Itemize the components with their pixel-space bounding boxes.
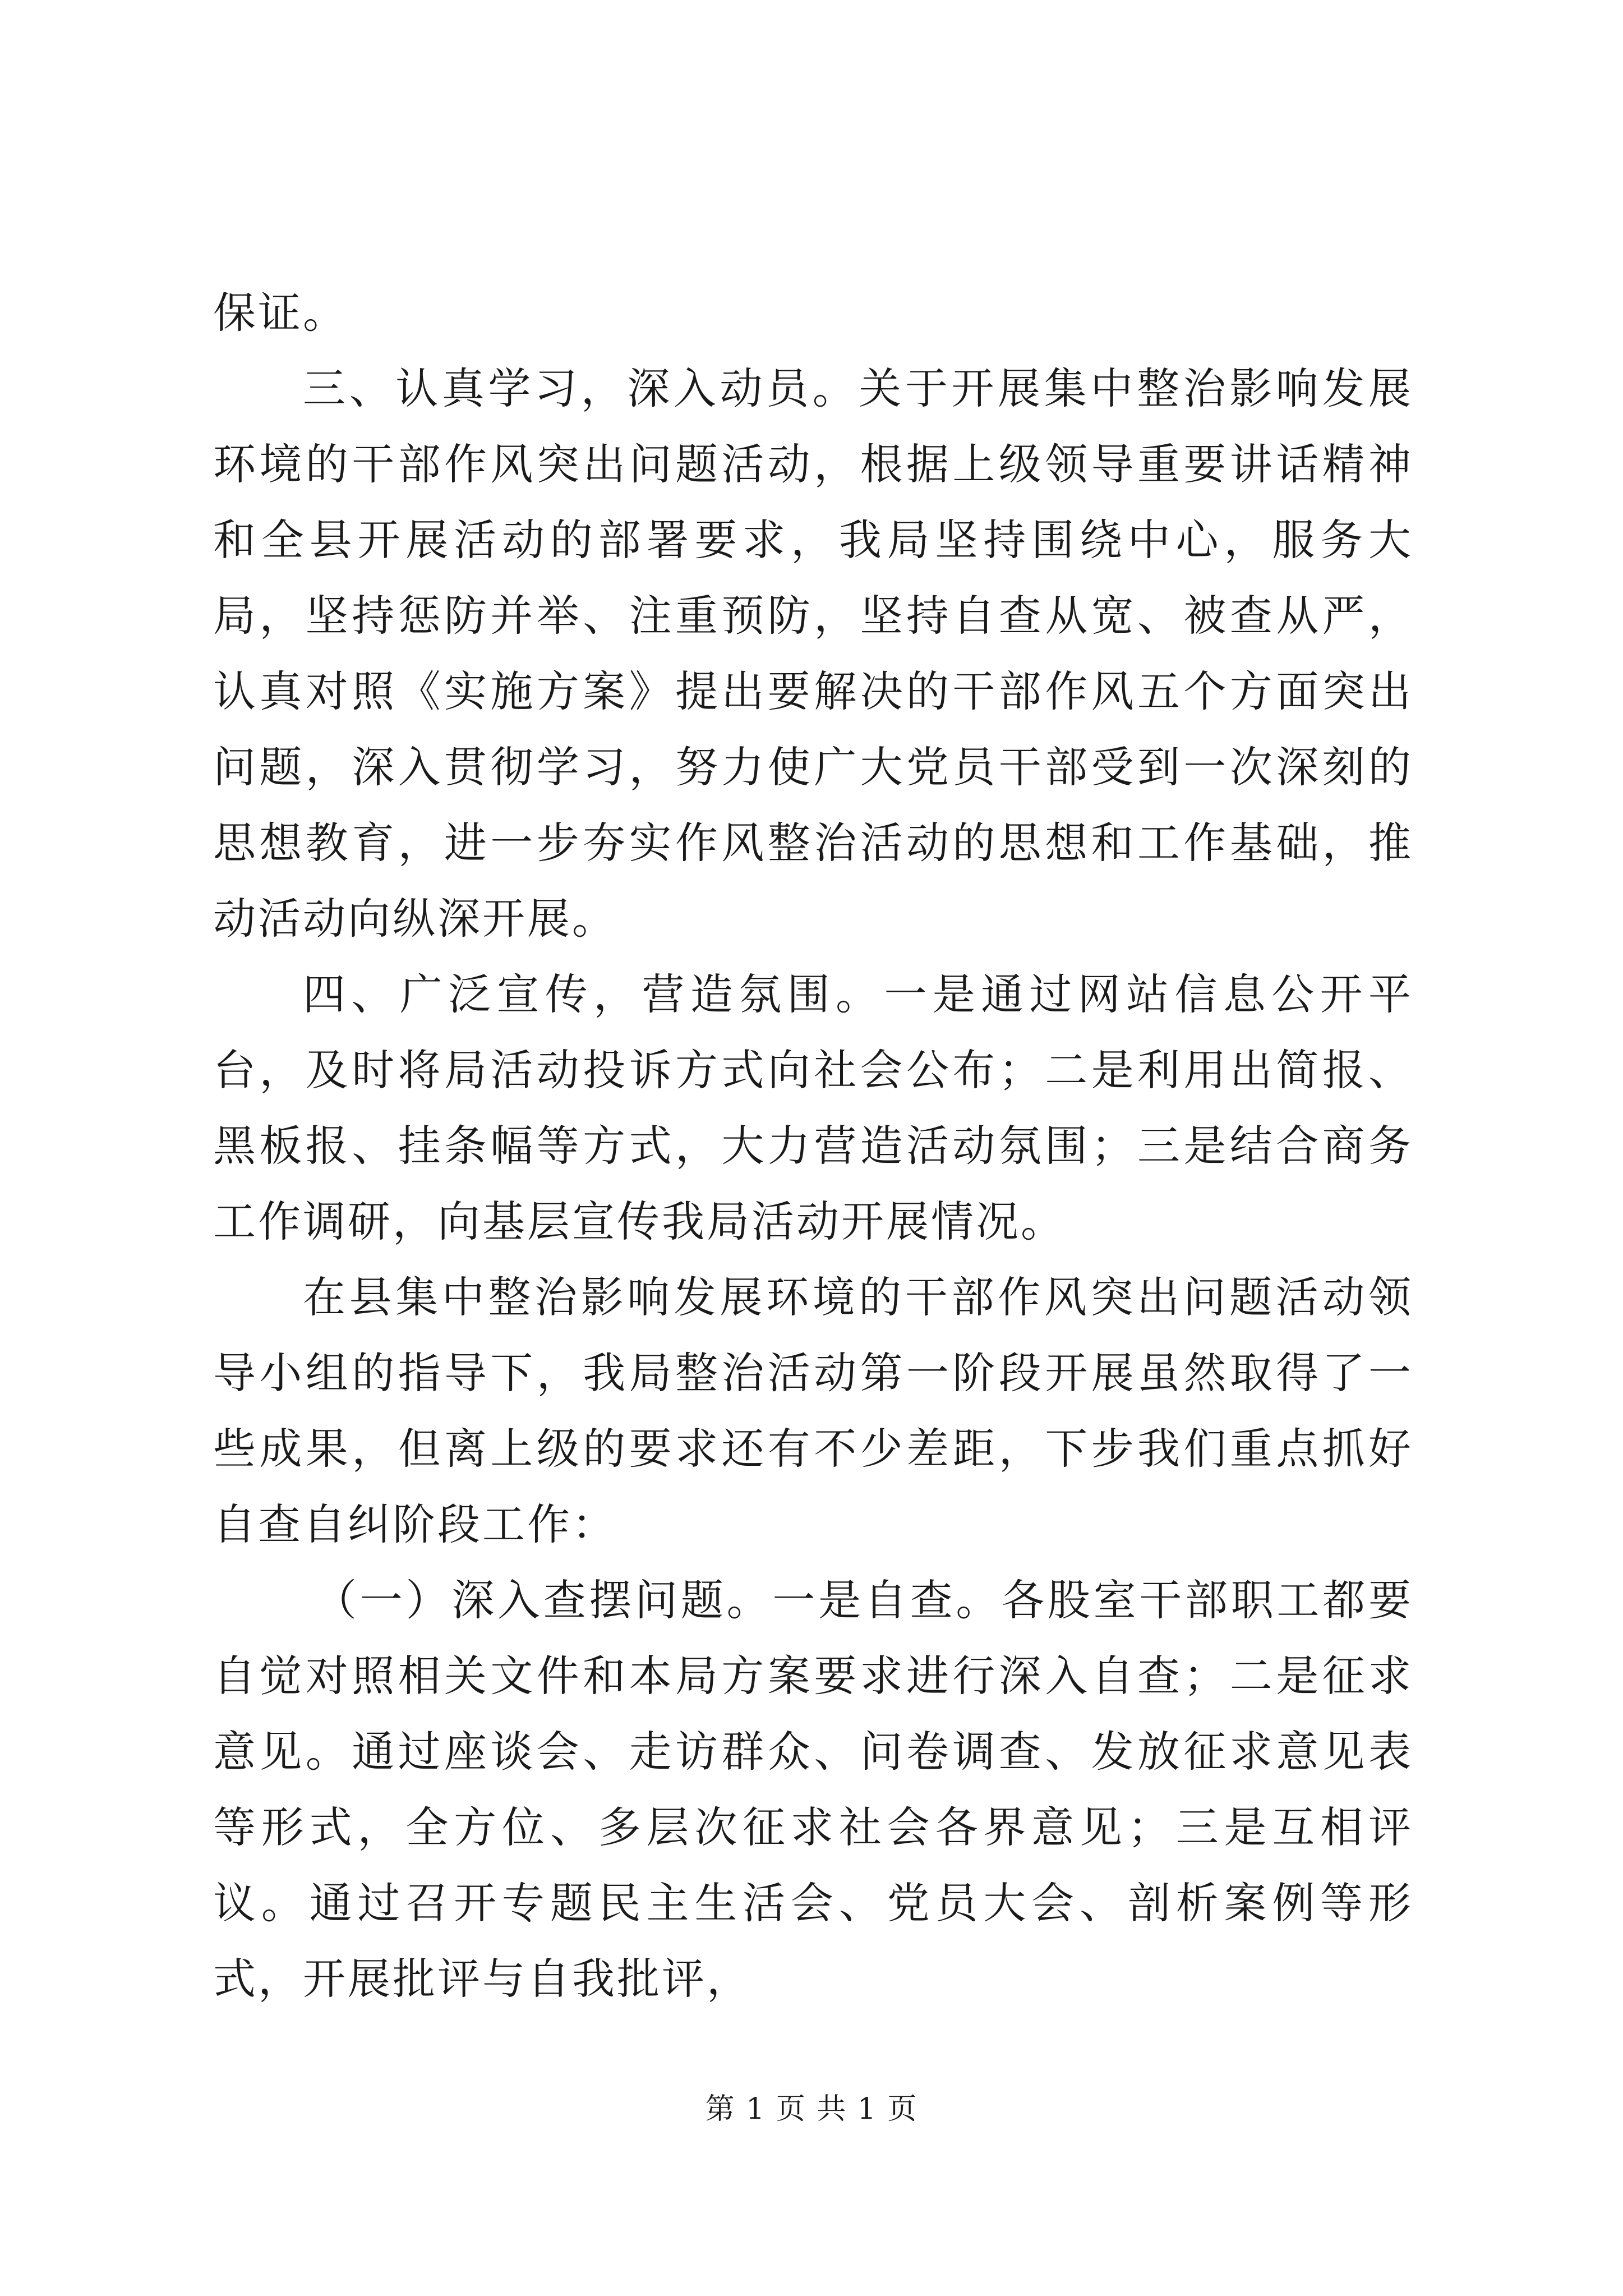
paragraph-section-four: 四、广泛宣传，营造氛围。一是通过网站信息公开平台，及时将局活动投诉方式向社会公布；二是利用出简报、黑板报、挂条幅等方式，大力营造活动氛围；三是结合商务工作调研，向基层宣传我局活动开展情况。 xyxy=(213,969,1413,1246)
document-body xyxy=(213,275,1413,2017)
paragraph-subsection-one: （一）深入查摆问题。一是自查。各股室干部职工都要自觉对照相关文件和本局方案要求进行深入自查；二是征求意见。通过座谈会、走访群众、问卷调查、发放征求意见表等形式，全方位、多层次征求社会各界意见；三是互相评议。通过召开专题民主生活会、党员大会、剖析案例等形式，开展批评与自我批评， xyxy=(213,1575,1413,2004)
page-number-footer: 第 1 页 共 1 页 xyxy=(705,2092,918,2126)
paragraph-continuation: 保证。 xyxy=(213,288,348,338)
paragraph-summary: 在县集中整治影响发展环境的干部作风突出问题活动领导小组的指导下，我局整治活动第一阶段开展虽然取得了一些成果，但离上级的要求还有不少差距，下步我们重点抓好自查自纠阶段工作： xyxy=(213,1272,1413,1549)
paragraph-section-three: 三、认真学习，深入动员。关于开展集中整治影响发展环境的干部作风突出问题活动，根据上级领导重要讲话精神和全县开展活动的部署要求，我局坚持围绕中心，服务大局，坚持惩防并举、注重预防，坚持自查从宽、被查从严，认真对照《实施方案》提出要解决的干部作风五个方面突出问题，深入贯彻学习，努力使广大党员干部受到一次深刻的思想教育，进一步夯实作风整治活动的思想和工作基础，推动活动向纵深开展。 xyxy=(213,364,1413,944)
